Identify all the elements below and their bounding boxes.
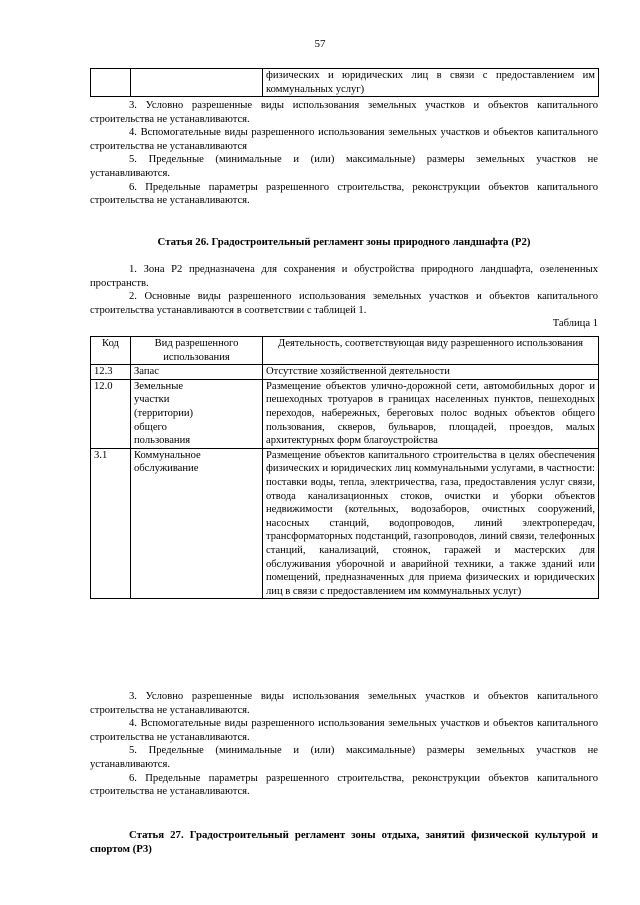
block-1 xyxy=(90,99,598,208)
table-cell xyxy=(131,69,263,97)
header-name: Вид разрешенного использования xyxy=(131,337,263,365)
paragraph: 4. Вспомогательные виды разрешенного использования земельных участков и объектов капитального строительства не устанавливаются xyxy=(90,127,598,152)
paragraph: 5. Предельные (минимальные и (или) максимальные) размеры земельных участков не устанавливаются. xyxy=(90,745,598,770)
table-caption: Таблица 1 xyxy=(552,318,598,330)
page-number: 57 xyxy=(314,38,326,50)
row-name: Запас xyxy=(131,365,263,380)
row-code: 12.0 xyxy=(91,379,131,448)
row-desc: Размещение объектов улично-дорожной сети, автомобильных дорог и пешеходных тротуаров в границах населенных пунктов, пешеходных переходов, набережных, береговых полос водных объектов общего пользования, скверов, бульваров, площадей, проездов, малых архитектурных форм благоустройства xyxy=(263,379,599,448)
header-desc: Деятельность, соответствующая виду разрешенного использования xyxy=(263,337,599,365)
continued-table xyxy=(90,68,599,97)
paragraph: 1. Зона Р2 предназначена для сохранения и обустройства природного ландшафта, озелененных пространств. xyxy=(90,264,598,289)
header-code: Код xyxy=(91,337,131,365)
article-27-title: Статья 27. Градостроительный регламент зоны отдыха, занятий физической культурой и спортом (Р3) xyxy=(90,829,598,855)
paragraph: 4. Вспомогательные виды разрешенного использования земельных участков и объектов капитального строительства не устанавливаются. xyxy=(90,718,598,743)
article-26-title: Статья 26. Градостроительный регламент зоны природного ландшафта (Р2) xyxy=(157,236,531,248)
paragraph: 3. Условно разрешенные виды использования земельных участков и объектов капитального строительства не устанавливаются. xyxy=(90,691,598,716)
paragraph: 2. Основные виды разрешенного использования земельных участков и объектов капитального строительства устанавливаются в соответствии с таблицей 1. xyxy=(90,291,598,316)
table-header-row xyxy=(91,337,599,365)
paragraph: 3. Условно разрешенные виды использования земельных участков и объектов капитального строительства не устанавливаются. xyxy=(90,100,598,125)
row-name: Коммунальное обслуживание xyxy=(131,448,263,599)
paragraph: 5. Предельные (минимальные и (или) максимальные) размеры земельных участков не устанавливаются. xyxy=(90,154,598,179)
row-desc: Отсутствие хозяйственной деятельности xyxy=(263,365,599,380)
table-row xyxy=(91,69,599,97)
row-desc: Размещение объектов капитального строительства в целях обеспечения физических и юридических лиц коммунальными услугами, в частности: поставки воды, тепла, электричества, газа, предоставления услуг связи, отвода канализационных стоков, очистки и уборки объектов недвижимости (котельных, водозаборов, очистных сооружений, насосных станций, водопроводов, линий электропередач, трансформаторных подстанций, газопроводов, линий связи, телефонных станций, канализаций, стоянок, гаражей и мастерских для обслуживания уборочной и аварийной техники, а также зданий или помещений, предназначенных для приема физических и юридических лиц в связи с предоставлением им коммунальных услуг) xyxy=(263,448,599,599)
table-cell: физических и юридических лиц в связи с предоставлением им коммунальных услуг) xyxy=(263,69,599,97)
row-name: Земельные участки (территории) общего пользования xyxy=(131,379,263,448)
intro xyxy=(90,263,598,331)
table-cell xyxy=(91,69,131,97)
row-code: 3.1 xyxy=(91,448,131,599)
table-row xyxy=(91,379,599,448)
paragraph: 6. Предельные параметры разрешенного строительства, реконструкции объектов капитального строительства не устанавливаются. xyxy=(90,181,598,207)
table-row xyxy=(91,365,599,380)
block-2 xyxy=(90,690,598,799)
row-code: 12.3 xyxy=(91,365,131,380)
paragraph: 6. Предельные параметры разрешенного строительства, реконструкции объектов капитального строительства не устанавливаются. xyxy=(90,772,598,798)
zone-table xyxy=(90,336,599,599)
table-row xyxy=(91,448,599,599)
